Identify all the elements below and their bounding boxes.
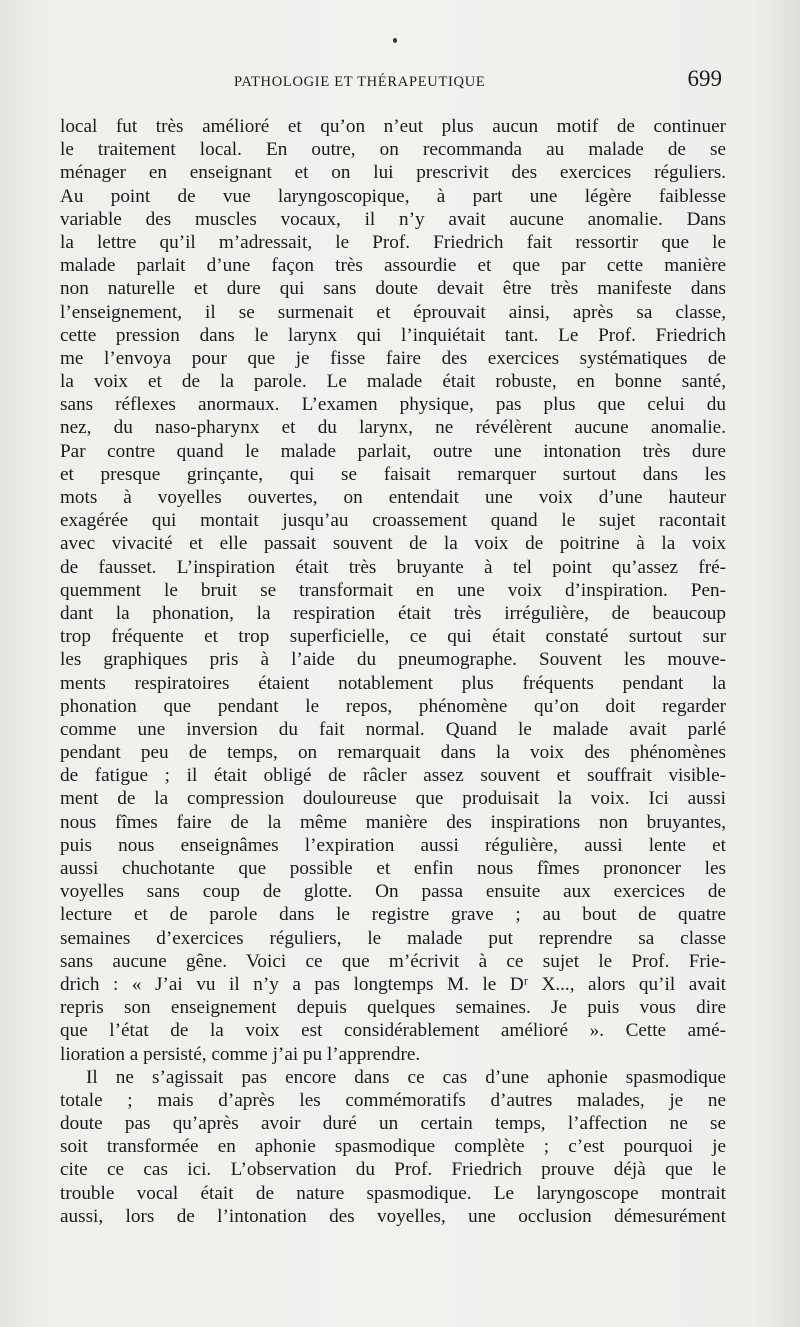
text-line: sans réflexes anormaux. L’examen physique, pas plus que celui du bbox=[60, 394, 726, 416]
text-line: lecture et de parole dans le registre grave ; au bout de quatre bbox=[60, 904, 726, 926]
text-line: trouble vocal était de nature spasmodique. Le laryngoscope montrait bbox=[60, 1182, 726, 1204]
text-line: local fut très amélioré et qu’on n’eut plus aucun motif de continuer bbox=[60, 116, 726, 137]
text-line: Par contre quand le malade parlait, outre une intonation très dure bbox=[60, 440, 726, 462]
text-line: mots à voyelles ouvertes, on entendait une voix d’une hauteur bbox=[60, 487, 726, 508]
text-line: aussi chuchotante que possible et enfin nous fîmes prononcer les bbox=[60, 858, 726, 879]
text-line: de fatigue ; il était obligé de râcler assez souvent et souffrait visible- bbox=[60, 765, 726, 787]
text-line: la lettre qu’il m’adressait, le Prof. Friedrich fait ressortir que le bbox=[60, 231, 726, 253]
text-line: de fausset. L’inspiration était très bruyante à tel point qu’assez fré- bbox=[60, 556, 726, 578]
page-header bbox=[62, 66, 722, 100]
text-line: soit transformée en aphonie spasmodique complète ; c’est pourquoi je bbox=[60, 1136, 726, 1158]
text-line: Au point de vue laryngoscopique, à part une légère faiblesse bbox=[60, 185, 726, 207]
text-line: pendant peu de temps, on remarquait dans la voix des phénomènes bbox=[60, 742, 726, 764]
text-line: malade parlait d’une façon très assourdie et que par cette manière bbox=[60, 255, 726, 277]
print-speck bbox=[393, 38, 397, 43]
text-line: l’enseignement, il se surmenait et éprouvait ainsi, après sa classe, bbox=[60, 301, 726, 323]
text-line: trop fréquente et trop superficielle, ce qui était constaté surtout sur bbox=[60, 626, 726, 648]
text-line: cite ce cas ici. L’observation du Prof. Friedrich prouve déjà que le bbox=[60, 1159, 726, 1181]
text-line: variable des muscles vocaux, il n’y avait aucune anomalie. Dans bbox=[60, 208, 726, 230]
text-line: exagérée qui montait jusqu’au croassement quand le sujet racontait bbox=[60, 510, 726, 532]
text-line: les graphiques pris à l’aide du pneumographe. Souvent les mouve- bbox=[60, 649, 726, 671]
text-line: doute pas qu’après avoir duré un certain temps, l’affection ne se bbox=[60, 1113, 726, 1135]
text-line: ment de la compression douloureuse que produisait la voix. Ici aussi bbox=[60, 788, 726, 810]
paragraph-end-line: lioration a persisté, comme j’ai pu l’apprendre. bbox=[60, 1043, 421, 1065]
running-title: PATHOLOGIE ET THÉRAPEUTIQUE bbox=[234, 74, 486, 90]
text-line: drich : « J’ai vu il n’y a pas longtemps M. le Dʳ X..., alors qu’il avait bbox=[60, 973, 726, 995]
paragraph-start-line: Il ne s’agissait pas encore dans ce cas d’une aphonie spasmodique bbox=[86, 1066, 726, 1088]
text-line: sans aucune gêne. Voici ce que m’écrivit à ce sujet le Prof. Frie- bbox=[60, 950, 726, 972]
text-line: le traitement local. En outre, on recommanda au malade de se bbox=[60, 139, 726, 161]
text-line: quemment le bruit se transformait en une voix d’inspiration. Pen- bbox=[60, 579, 726, 601]
text-line: non naturelle et dure qui sans doute devait être très manifeste dans bbox=[60, 278, 726, 300]
text-line: dant la phonation, la respiration était très irrégulière, de beaucoup bbox=[60, 602, 726, 624]
text-line: ménager en enseignant et on lui prescrivit des exercices réguliers. bbox=[60, 162, 726, 184]
text-line: cette pression dans le larynx qui l’inquiétait tant. Le Prof. Friedrich bbox=[60, 324, 726, 346]
text-line: la voix et de la parole. Le malade était robuste, en bonne santé, bbox=[60, 371, 726, 393]
text-line: aussi, lors de l’intonation des voyelles, une occlusion démesurément bbox=[60, 1205, 726, 1227]
text-line: repris son enseignement depuis quelques semaines. Je puis vous dire bbox=[60, 997, 726, 1019]
page-number: 699 bbox=[687, 66, 722, 91]
text-line: phonation que pendant le repos, phénomène qu’on doit regarder bbox=[60, 695, 726, 717]
text-line: comme une inversion du fait normal. Quand le malade avait parlé bbox=[60, 718, 726, 740]
body-text bbox=[60, 115, 726, 1228]
text-line: totale ; mais d’après les commémoratifs d’autres malades, je ne bbox=[60, 1089, 726, 1111]
text-line: ments respiratoires étaient notablement plus fréquents pendant la bbox=[60, 672, 726, 694]
text-line: avec vivacité et elle passait souvent de la voix de poitrine à la voix bbox=[60, 533, 726, 555]
text-line: semaines d’exercices réguliers, le malade put reprendre sa classe bbox=[60, 927, 726, 949]
text-line: et presque grinçante, qui se faisait remarquer surtout dans les bbox=[60, 463, 726, 485]
text-line: que l’état de la voix est considérablement amélioré ». Cette amé- bbox=[60, 1020, 726, 1042]
text-line: voyelles sans coup de glotte. On passa ensuite aux exercices de bbox=[60, 881, 726, 903]
text-line: nous fîmes faire de la même manière des inspirations non bruyantes, bbox=[60, 811, 726, 833]
text-line: nez, du naso-pharynx et du larynx, ne révélèrent aucune anomalie. bbox=[60, 417, 726, 439]
text-line: me l’envoya pour que je fisse faire des exercices systématiques de bbox=[60, 347, 726, 369]
text-line: puis nous enseignâmes l’expiration aussi régulière, aussi lente et bbox=[60, 834, 726, 856]
